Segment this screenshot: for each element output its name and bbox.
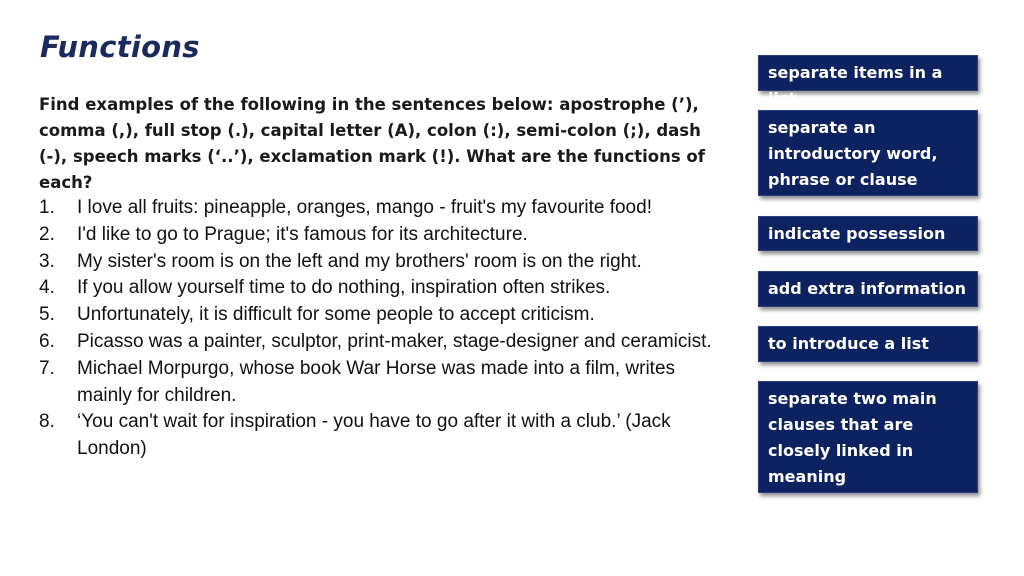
list-item-text: I'd like to go to Prague; it's famous for its architecture.: [77, 223, 528, 245]
list-item-number: 8.: [39, 411, 55, 433]
list-item-number: 6.: [39, 330, 55, 352]
list-item: [39, 195, 729, 222]
function-box-separate-items[interactable]: separate items in a list: [758, 55, 978, 91]
list-item-text: Michael Morpurgo, whose book War Horse was made into a film, writes mainly for children.: [77, 357, 676, 406]
list-item-text: I love all fruits: pineapple, oranges, mango - fruit's my favourite food!: [77, 197, 652, 218]
instructions-text: Find examples of the following in the sentences below: apostrophe (’), comma (,), full stop (.), capital letter (A), colon (:), semi-colon (;), dash (-), speech marks (‘..’), exclamation mark (!). What are the functions of each?: [39, 95, 705, 192]
list-item: [39, 275, 729, 302]
list-item-number: 4.: [39, 277, 55, 299]
function-box-introduce-list[interactable]: to introduce a list: [758, 326, 978, 362]
list-item-text: My sister's room is on the left and my brothers' room is on the right.: [77, 250, 642, 272]
function-box-main-clauses[interactable]: separate two main clauses that are closely linked in meaning: [758, 381, 978, 493]
list-item-text: ‘You can't wait for inspiration - you have to go after it with a club.’ (Jack London): [77, 411, 671, 460]
function-box-introductory[interactable]: separate an introductory word, phrase or clause: [758, 110, 978, 196]
page-title: Functions: [40, 30, 200, 64]
list-item: [39, 409, 729, 463]
list-item-number: 3.: [39, 250, 55, 272]
list-item: [39, 302, 729, 329]
list-item: [39, 329, 729, 356]
list-item: [39, 249, 729, 276]
function-box-possession[interactable]: indicate possession: [758, 216, 978, 251]
list-item-text: If you allow yourself time to do nothing, inspiration often strikes.: [77, 277, 611, 299]
sentence-list: [39, 195, 729, 463]
list-item-text: Picasso was a painter, sculptor, print-maker, stage-designer and ceramicist.: [77, 330, 712, 352]
function-box-extra-information[interactable]: add extra information: [758, 271, 978, 307]
list-item: [39, 356, 729, 410]
list-item-text: Unfortunately, it is difficult for some people to accept criticism.: [77, 304, 595, 326]
list-item-number: 7.: [39, 357, 55, 379]
list-item: [39, 222, 729, 249]
list-item-number: 5.: [39, 304, 55, 326]
list-item-number: 2.: [39, 223, 55, 245]
list-item-number: 1.: [39, 197, 55, 218]
